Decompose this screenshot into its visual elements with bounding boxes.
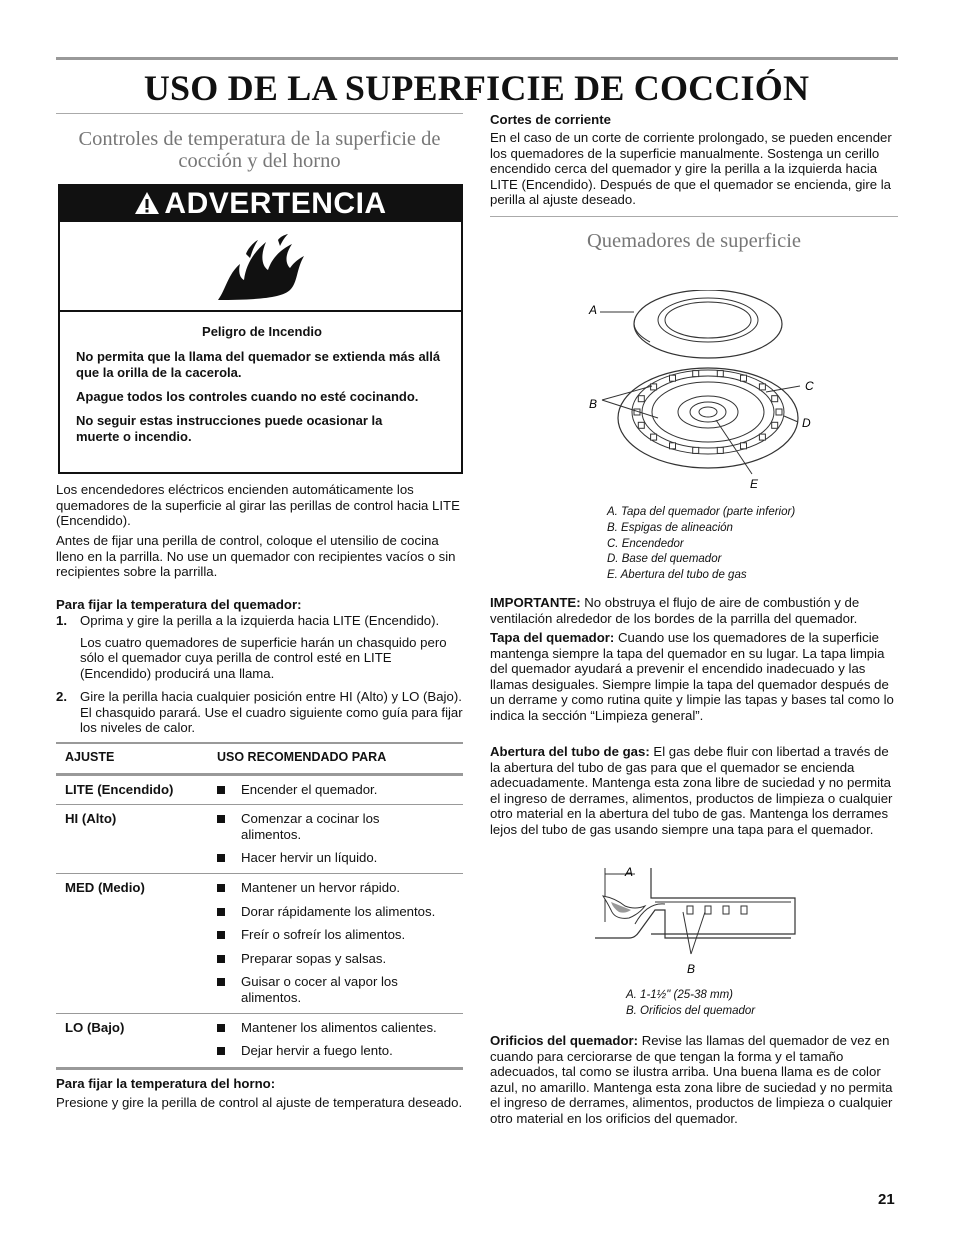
burner-ports-paragraph: Orificios del quemador: Revise las llamas del quemador de vez en cuando para cerciorarse de que tengan la forma y el tamaño adecuados, tal como se ilustra arriba. Una buena llama es de color azul, no amarillo. Mantenga esta zona libre de suciedad y no permita el ingreso de derrames, alimentos, productos de limpieza o cualquier otro material en los orificios del quemador. <box>490 1033 893 1126</box>
list-item: Dorar rápidamente los alimentos. <box>217 904 463 920</box>
burner-port <box>741 443 747 449</box>
table-header: USO RECOMENDADO PARA <box>217 750 387 764</box>
fig2-label-b: B <box>687 962 696 976</box>
warning-header-text: ADVERTENCIA <box>164 187 387 220</box>
fig1-label-a: A <box>589 303 598 317</box>
warning-symbol-area <box>60 222 461 312</box>
warning-line: Apague todos los controles cuando no esté cocinando. <box>76 389 419 404</box>
warning-heading: Peligro de Incendio <box>202 324 322 339</box>
uses-cell <box>217 1013 463 1068</box>
table-header: AJUSTE <box>65 750 115 764</box>
burner-port <box>772 422 778 428</box>
burner-port <box>670 375 676 381</box>
warning-text <box>76 324 448 453</box>
list-item: Guisar o cocer al vapor los alimentos. <box>217 974 441 1005</box>
fig1-label-b: B <box>589 397 598 411</box>
burner-diagram <box>580 290 840 490</box>
table-row <box>56 805 463 874</box>
gas-tube-paragraph: Abertura del tubo de gas: El gas debe fluir con libertad a través de la abertura del tubo de gas para que el quemador se encienda adecuadamente. Mantenga esta zona libre de suciedad y no permita el ingreso de derrames, alimentos, productos de limpieza o cualquier otro material en la abertura del tubo de gas. Mantenga los derrames lejos del tubo de gas usando siempre una tapa para el quemador. <box>490 744 893 837</box>
fire-icon <box>216 234 306 304</box>
burner-port <box>759 434 765 440</box>
step-2 <box>56 689 463 736</box>
fig2-label-a: A <box>625 865 634 879</box>
figure-2-captions <box>626 988 755 1020</box>
section-rule <box>490 216 898 217</box>
page-title: USO DE LA SUPERFICIE DE COCCIÓN <box>143 68 810 108</box>
list-item: Freír o sofreír los alimentos. <box>217 927 463 943</box>
oven-temp-heading: Para fijar la temperatura del horno: <box>56 1076 276 1091</box>
setting-cell: MED (Medio) <box>65 879 145 895</box>
caption-line: D. Base del quemador <box>607 553 722 566</box>
step-text: Oprima y gire la perilla a la izquierda hacia LITE (Encendido). <box>80 613 440 628</box>
caption-line: A. Tapa del quemador (parte inferior) <box>607 506 796 518</box>
caption-line: B. Espigas de alineación <box>607 521 733 534</box>
burner-port <box>717 447 723 453</box>
step-subtext: Los cuatro quemadores de superficie harán un chasquido pero sólo el quemador cuya perilla de control esté en LITE (Encendido) producirá una llama. <box>80 634 447 681</box>
flame-diagram <box>595 862 805 977</box>
uses-cell <box>217 805 463 874</box>
power-outage-text: En el caso de un corte de corriente prolongado, se pueden encender los quemadores de la superficie manualmente. Sostenga un cerillo encendido cerca del quemador y gire la perilla a la izquierda hacia LITE (Encendido). Después de que el quemador se encienda, gire la perilla al ajuste deseado. <box>490 130 892 208</box>
intro-paragraph: Los encendedores eléctricos encienden automáticamente los quemadores de la superficie al girar las perillas de control hacia LITE (Encendido). <box>56 482 460 529</box>
list-item: Mantener los alimentos calientes. <box>217 1020 463 1036</box>
burner-port <box>776 409 782 415</box>
caption-line: B. Orificios del quemador <box>626 1004 756 1017</box>
table-header-row <box>56 743 463 774</box>
list-item: Hacer hervir un líquido. <box>217 850 463 866</box>
intro-paragraph: Antes de fijar una perilla de control, coloque el utensilio de cocina lleno en la parrilla. No use un quemador con recipientes vacíos o sin recipientes sobre la parrilla. <box>56 533 456 580</box>
setting-cell: HI (Alto) <box>65 811 117 827</box>
setting-cell: LO (Bajo) <box>65 1019 125 1035</box>
setting-cell: LITE (Encendido) <box>65 781 174 797</box>
burner-port <box>759 384 765 390</box>
section-title-controls: Controles de temperatura de la superficie de cocción y del horno <box>78 128 441 172</box>
warning-triangle-icon <box>134 191 160 215</box>
burner-temp-heading: Para fijar la temperatura del quemador: <box>56 597 302 612</box>
list-item: Mantener un hervor rápido. <box>217 880 463 896</box>
burner-port <box>638 422 644 428</box>
step-number: 2. <box>56 689 67 704</box>
caption-line: C. Encendedor <box>607 537 684 550</box>
burner-port <box>717 371 723 377</box>
title-rule-left <box>56 113 463 114</box>
section-title-burners: Quemadores de superficie <box>586 230 802 252</box>
caption-line: A. 1-1½" (25-38 mm) <box>626 989 733 1001</box>
fig1-label-d: D <box>802 416 811 430</box>
cap-paragraph: Tapa del quemador: Cuando use los quemadores de la superficie mantenga siempre la tapa del quemador en su lugar. La tapa limpia del quemador ayudará a prevenir el encendido inadecuado y las llamas desiguales. Siempre limpie la tapa del quemador después de un derrame y como rutina quite y limpie las tapas y bases tal como lo indica la sección “Limpieza general”. <box>490 630 894 723</box>
burner-port <box>638 396 644 402</box>
figure-1-captions <box>607 505 795 584</box>
table-row <box>56 1013 463 1068</box>
power-outage-heading: Cortes de corriente <box>490 112 611 127</box>
burner-port <box>772 396 778 402</box>
burner-port <box>651 384 657 390</box>
page-number: 21 <box>878 1191 895 1208</box>
fig1-label-c: C <box>805 379 814 393</box>
warning-header <box>60 186 461 222</box>
oven-temp-text: Presione y gire la perilla de control al ajuste de temperatura deseado. <box>56 1095 463 1110</box>
list-item: Dejar hervir a fuego lento. <box>217 1043 463 1059</box>
list-item: Encender el quemador. <box>217 782 463 798</box>
burner-port <box>651 434 657 440</box>
settings-table <box>56 742 463 1070</box>
step-1 <box>56 613 463 681</box>
warning-box <box>58 184 463 474</box>
warning-line: No permita que la llama del quemador se extienda más allá que la orilla de la cacerola. <box>76 349 441 380</box>
list-item: Preparar sopas y salsas. <box>217 951 463 967</box>
warning-line: No seguir estas instrucciones puede ocasionar la muerte o incendio. <box>76 413 383 444</box>
top-rule <box>56 57 898 60</box>
list-item: Comenzar a cocinar los alimentos. <box>217 811 441 842</box>
burner-port <box>693 447 699 453</box>
uses-cell <box>217 873 463 1013</box>
burner-port <box>741 375 747 381</box>
table-row <box>56 873 463 1013</box>
uses-cell <box>217 774 463 805</box>
burner-port <box>670 443 676 449</box>
burner-port <box>693 371 699 377</box>
table-row <box>56 774 463 805</box>
fig1-label-e: E <box>750 477 759 490</box>
step-number: 1. <box>56 613 67 628</box>
caption-line: E. Abertura del tubo de gas <box>607 569 747 582</box>
step-text: Gire la perilla hacia cualquier posición entre HI (Alto) y LO (Bajo). El chasquido parará. Use el cuadro siguiente como guía para fijar los niveles de calor. <box>80 689 463 736</box>
important-paragraph: IMPORTANTE: No obstruya el flujo de aire de combustión y de ventilación alrededor de los bordes de la parrilla del quemador. <box>490 595 860 626</box>
